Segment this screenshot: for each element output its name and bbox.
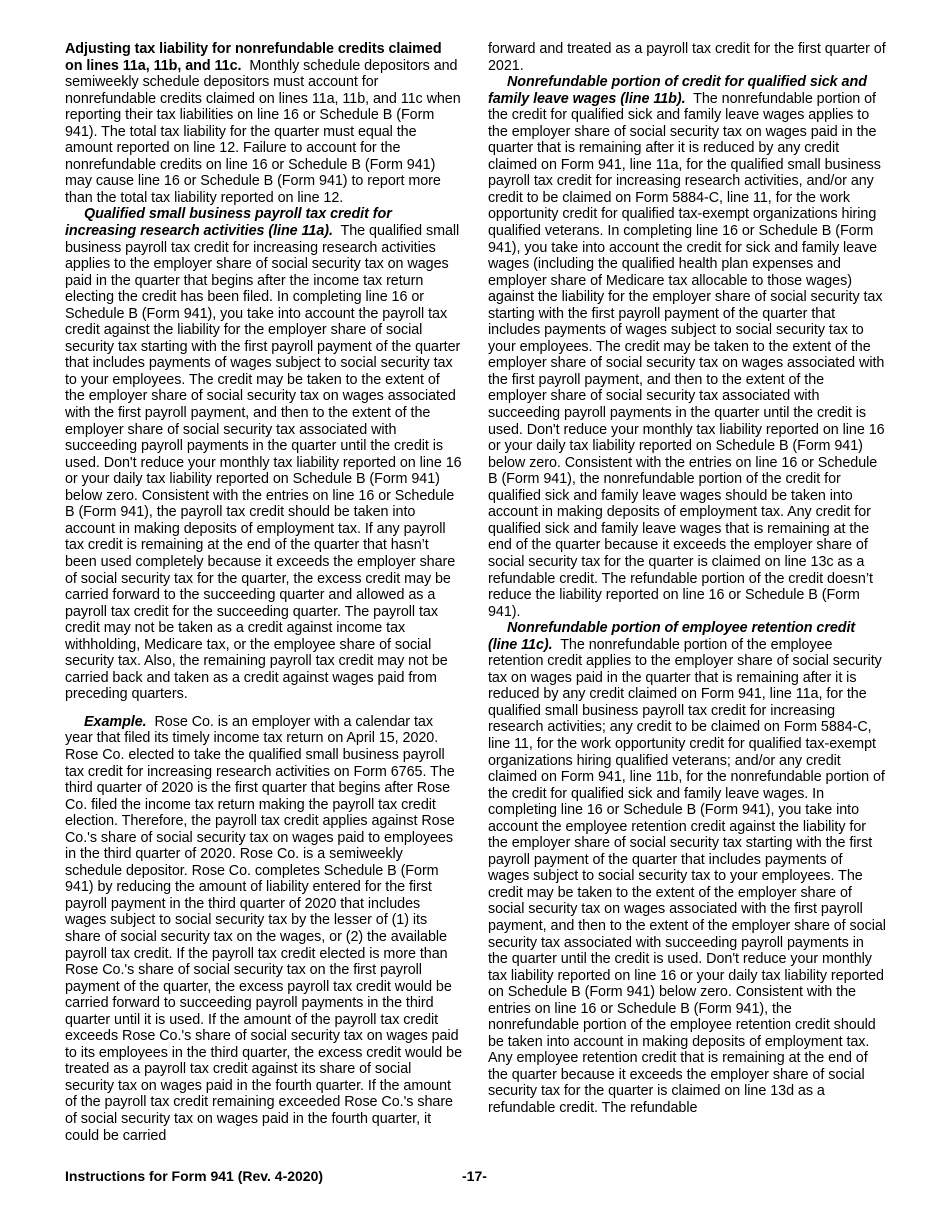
paragraph-line-11a xyxy=(65,206,462,702)
paragraph-heading: Adjusting tax liability for nonrefundable credits claimed on lines 11a, 11b, and 11c. xyxy=(65,41,442,74)
example-heading: Example. xyxy=(84,713,147,730)
paragraph-body: The nonrefundable portion of the employee retention credit applies to the employer share of social security tax on wages paid in the quarter that is remaining after it is reduced by any credit claimed on Form 941, line 11a, for the qualified small business payroll tax credit for increasing research activities; any credit to be claimed on Form 5884-C, line 11, for the work opportunity credit for qualified tax-exempt organizations hiring qualified veterans; and/or any credit claimed on Form 941, line 11b, for the nonrefundable portion of the credit for qualified sick and family leave wages. In completing line 16 or Schedule B (Form 941), you take into account the employee retention credit against the liability for the employer share of social security tax starting with the first payroll payment of the quarter that includes payments of wages subject to social security tax to your employees. The credit may be taken to the extent of the employer share of social security tax on wages associated with the first payroll payment, and then to the extent of the employer share of social security tax associated with succeeding payroll payments in the quarter until the credit is used. Don't reduce your monthly tax liability reported on line 16 or your daily tax liability reported on Schedule B (Form 941) below zero. Consistent with the entries on line 16 or Schedule B (Form 941), the nonrefundable portion of the employee retention credit should be taken into account in making deposits of employment tax. Any employee retention credit that is remaining at the end of the quarter because it exceeds the employer share of social security tax for the quarter is claimed on line 13d as a refundable credit. The refundable xyxy=(488,636,886,1116)
paragraph-line-11c xyxy=(488,620,886,1116)
paragraph-adjusting-tax-liability xyxy=(65,41,462,206)
paragraph-heading: Nonrefundable portion of employee retention credit (line 11c). xyxy=(488,620,856,653)
footer-form-name: Instructions for Form 941 (Rev. 4-2020) xyxy=(65,1168,324,1184)
paragraph-body: The qualified small business payroll tax credit for increasing research activities applies to the employer share of social security tax on wages paid in the quarter that begins after the income tax return electing the credit has been filed. In completing line 16 or Schedule B (Form 941), you take into account the payroll tax credit against the liability for the employer share of social security tax starting with the first payroll payment of the quarter that includes payments of wages subject to social security tax to your employees. The credit may be taken to the extent of the employer share of social security tax on wages associated with the first payroll payment, and then to the extent of the employer share of social security tax associated with succeeding payroll payments in the quarter until the credit is used. Don't reduce your monthly tax liability reported on line 16 or your daily tax liability reported on Schedule B (Form 941) below zero. Consistent with the entries on line 16 or Schedule B (Form 941), the payroll tax credit should be taken into account in making deposits of employment tax. If any payroll tax credit is remaining at the end of the quarter that hasn’t been used completely because it exceeds the employer share of social security tax for the quarter, the excess credit may be carried forward to the succeeding quarter and allowed as a payroll tax credit for the succeeding quarter. The payroll tax credit may not be taken as a credit against income tax withholding, Medicare tax, or the employee share of social security tax. Also, the remaining payroll tax credit may not be carried back and taken as a credit against wages paid from preceding quarters. xyxy=(65,223,462,703)
right-column xyxy=(488,41,886,1117)
paragraph-body: The nonrefundable portion of the credit for qualified sick and family leave wages applies to the employer share of social security tax on wages paid in the quarter that is remaining after it is reduced by any credit claimed on Form 941, line 11a, for the qualified small business payroll tax credit for increasing research activities, and/or any credit to be claimed on Form 5884-C, line 11, for the work opportunity credit for qualified tax-exempt organizations hiring qualified veterans. In completing line 16 or Schedule B (Form 941), you take into account the credit for sick and family leave wages (including the qualified health plan expenses and employer share of Medicare tax allocable to those wages) against the liability for the employer share of social security tax starting with the first payroll payment of the quarter that includes payments of wages subject to social security tax to your employees. The credit may be taken to the extent of the employer share of social security tax on wages associated with the first payroll payment, and then to the extent of the employer share of social security tax associated with succeeding payroll payments in the quarter until the credit is used. Don't reduce your monthly tax liability reported on line 16 or your daily tax liability reported on Schedule B (Form 941) below zero. Consistent with the entries on line 16 or Schedule B (Form 941), the nonrefundable portion of the credit for qualified sick and family leave wages should be taken into account in making deposits of employment tax. Any credit for qualified sick and family leave wages that is remaining at the end of the quarter because it exceeds the employer share of social security tax for the quarter is claimed on line 13c as a refundable credit. The refundable portion of the credit doesn’t reduce the liability reported on line 16 or Schedule B (Form 941). xyxy=(488,90,885,620)
paragraph-body: Rose Co. is an employer with a calendar tax year that filed its timely income tax return on April 15, 2020. Rose Co. elected to take the qualified small business payroll tax credit for increasing research activities on Form 6765. The third quarter of 2020 is the first quarter that begins after Rose Co. filed the income tax return making the payroll tax credit election. Therefore, the payroll tax credit applies against Rose Co.'s share of social security tax on wages paid to employees in the third quarter of 2020. Rose Co. is a semiweekly schedule depositor. Rose Co. completes Schedule B (Form 941) by reducing the amount of liability entered for the first payroll payment in the third quarter of 2020 that includes wages subject to social security tax by the lesser of (1) its share of social security tax on the wages, or (2) the available payroll tax credit. If the payroll tax credit elected is more than Rose Co.'s share of social security tax on the first payroll payment of the quarter, the excess payroll tax credit would be carried forward to succeeding payroll payments in the third quarter until it is used. If the amount of the payroll tax credit exceeds Rose Co.'s share of social security tax on wages paid to its employees in the third quarter, the excess credit would be treated as a payroll tax credit against its share of social security tax on wages paid in the fourth quarter. If the amount of the payroll tax credit remaining exceeded Rose Co.'s share of social security tax on wages paid in the fourth quarter, it could be carried xyxy=(65,713,462,1144)
left-column xyxy=(65,41,462,1144)
paragraph-body: Monthly schedule depositors and semiweekly schedule depositors must account for nonrefundable credits claimed on lines 11a, 11b, and 11c when reporting their tax liabilities on line 16 or Schedule B (Form 941). The total tax liability for the quarter must equal the amount reported on line 12. Failure to account for the nonrefundable credits on line 16 or Schedule B (Form 941) may cause line 16 or Schedule B (Form 941) to report more than the total tax liability reported on line 12. xyxy=(65,57,461,206)
footer-page-number: -17- xyxy=(462,1168,487,1184)
paragraph-heading: Nonrefundable portion of credit for qualified sick and family leave wages (line 11b). xyxy=(488,74,867,107)
paragraph-example xyxy=(65,714,462,1144)
paragraph-continuation: forward and treated as a payroll tax credit for the first quarter of 2021. xyxy=(488,41,886,74)
paragraph-heading: Qualified small business payroll tax credit for increasing research activities (line 11a). xyxy=(65,206,392,240)
paragraph-line-11b xyxy=(488,74,886,620)
